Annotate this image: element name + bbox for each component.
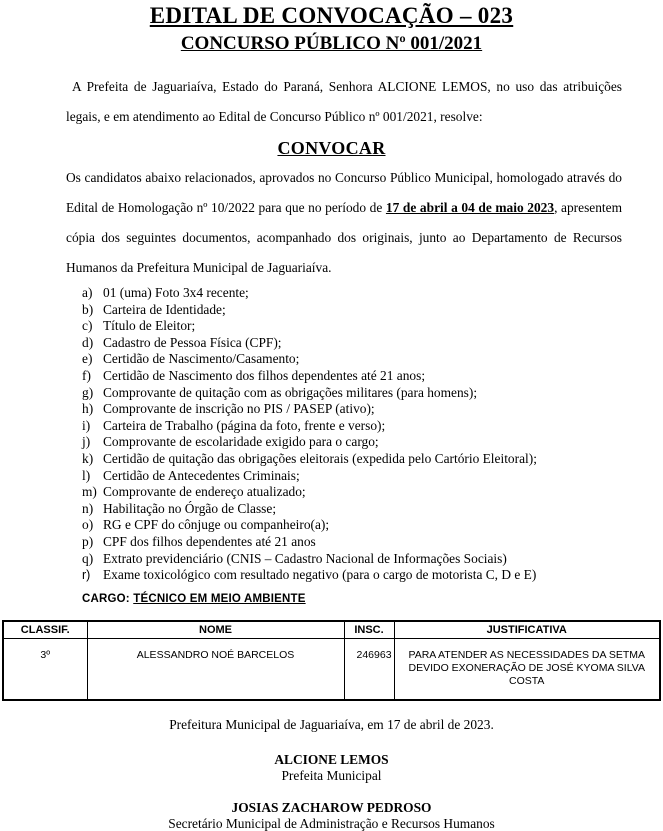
list-item-text: Cadastro de Pessoa Física (CPF); — [103, 334, 282, 350]
list-item-text: Habilitação no Órgão de Classe; — [103, 500, 277, 516]
cargo-line — [82, 592, 663, 606]
list-item-marker: b) — [82, 301, 94, 317]
list-item-text: Certidão de Nascimento dos filhos dependentes até 21 anos; — [103, 367, 426, 383]
list-item-marker: a) — [82, 285, 93, 300]
list-item — [82, 451, 623, 468]
cargo-value: TÉCNICO EM MEIO AMBIENTE — [133, 592, 306, 605]
list-item — [82, 418, 623, 435]
document-list — [82, 285, 623, 584]
intro-paragraph: A Prefeita de Jaguariaíva, Estado do Paraná, Senhora ALCIONE LEMOS, no uso das atribuições legais, e em atendimento ao Edital de Concurso Público nº 001/2021, resolve: — [66, 79, 622, 124]
list-item-text: CPF dos filhos dependentes até 21 anos — [103, 533, 316, 549]
list-item — [82, 551, 623, 568]
list-item-marker: f) — [82, 367, 91, 383]
convocation-text-after: , apresentem cópia dos seguintes documentos, acompanhado dos originais, junto ao Departamento de Recursos Humanos da Prefeitura Municipal de Jaguariaíva. — [66, 200, 622, 275]
table-header-nome: NOME — [87, 621, 344, 639]
list-item — [82, 567, 623, 584]
list-item-text: Título de Eleitor; — [103, 318, 196, 334]
list-item-text: Carteira de Trabalho (página da foto, frente e verso); — [103, 417, 386, 433]
signature-name: JOSIAS ZACHAROW PEDROSO — [231, 799, 432, 815]
table-header-insc: INSC. — [344, 621, 394, 639]
table-header-justificativa: JUSTIFICATIVA — [394, 621, 660, 639]
list-item-marker: q) — [82, 550, 94, 566]
list-item-marker: k) — [82, 450, 94, 466]
list-item-marker: m) — [82, 484, 97, 500]
list-item-marker: g) — [82, 384, 94, 400]
list-item-text: Extrato previdenciário (CNIS – Cadastro Nacional de Informações Sociais) — [103, 550, 507, 566]
list-item — [82, 534, 623, 551]
signature-role: Secretário Municipal de Administração e Recursos Humanos — [168, 815, 495, 831]
list-item-text: Exame toxicológico com resultado negativo (para o cargo de motorista C, D e E) — [103, 567, 537, 583]
table-row — [3, 639, 660, 700]
list-item-marker: p) — [82, 533, 94, 549]
signature-name: ALCIONE LEMOS — [274, 751, 389, 767]
convocation-text-before: Os candidatos abaixo relacionados, aprovados no Concurso Público Municipal, homologado através do Edital de Homologação nº 10/2022 para que no período de — [66, 170, 622, 215]
page-subtitle: CONCURSO PÚBLICO Nº 001/2021 — [180, 33, 483, 54]
cell-classif: 3º — [3, 639, 87, 700]
list-item-marker: r) — [82, 568, 91, 583]
list-item-text: 01 (uma) Foto 3x4 recente; — [103, 285, 249, 300]
list-item-marker: c) — [82, 318, 93, 334]
cell-nome: ALESSANDRO NOÉ BARCELOS — [87, 639, 344, 700]
list-item-text: Carteira de Identidade; — [103, 301, 226, 317]
list-item-text: Certidão de Nascimento/Casamento; — [103, 351, 300, 367]
list-item-marker: o) — [82, 517, 94, 533]
list-item-text: Certidão de quitação das obrigações eleitorais (expedida pelo Cartório Eleitoral); — [103, 450, 537, 466]
list-item-text: Comprovante de inscrição no PIS / PASEP (ativo); — [103, 401, 375, 417]
list-item — [82, 434, 623, 451]
convocar-heading: CONVOCAR — [277, 138, 386, 158]
convocation-table — [2, 620, 661, 701]
signature-block-secretario — [0, 800, 663, 831]
list-item-text: Comprovante de endereço atualizado; — [103, 484, 306, 500]
footer-date-line: Prefeitura Municipal de Jaguariaíva, em 17 de abril de 2023. — [169, 716, 494, 732]
cell-justificativa: PARA ATENDER AS NECESSIDADES DA SETMA DEVIDO EXONERAÇÃO DE JOSÉ KYOMA SILVA COSTA — [394, 639, 660, 700]
list-item-marker: n) — [82, 500, 94, 516]
list-item — [82, 351, 623, 368]
list-item-text: RG e CPF do cônjuge ou companheiro(a); — [103, 517, 330, 533]
table-header-classif: CLASSIF. — [3, 621, 87, 639]
list-item — [82, 335, 623, 352]
page-title: EDITAL DE CONVOCAÇÃO – 023 — [149, 3, 514, 28]
list-item — [82, 385, 623, 402]
list-item — [82, 501, 623, 518]
list-item — [82, 318, 623, 335]
table-header-row — [3, 621, 660, 639]
list-item — [82, 368, 623, 385]
list-item-marker: h) — [82, 401, 94, 417]
list-item-marker: d) — [82, 334, 94, 350]
convocation-period-highlight: 17 de abril a 04 de maio 2023 — [385, 200, 555, 215]
signature-block-prefeita — [0, 752, 663, 784]
convocation-paragraph — [66, 163, 622, 283]
cargo-label: CARGO: — [82, 592, 134, 605]
list-item-text: Certidão de Antecedentes Criminais; — [103, 467, 300, 483]
list-item-marker: j) — [82, 434, 91, 450]
list-item — [82, 468, 623, 485]
list-item — [82, 401, 623, 418]
list-item-text: Comprovante de escolaridade exigido para o cargo; — [103, 434, 379, 450]
list-item-marker: e) — [82, 351, 93, 367]
list-item — [82, 285, 623, 302]
cell-insc: 246963 — [344, 639, 394, 700]
list-item-marker: l) — [82, 467, 91, 483]
list-item — [82, 302, 623, 319]
list-item — [82, 484, 623, 501]
list-item — [82, 517, 623, 534]
list-item-text: Comprovante de quitação com as obrigações militares (para homens); — [103, 384, 478, 400]
signature-role: Prefeita Municipal — [281, 767, 382, 783]
list-item-marker: i) — [82, 417, 91, 433]
